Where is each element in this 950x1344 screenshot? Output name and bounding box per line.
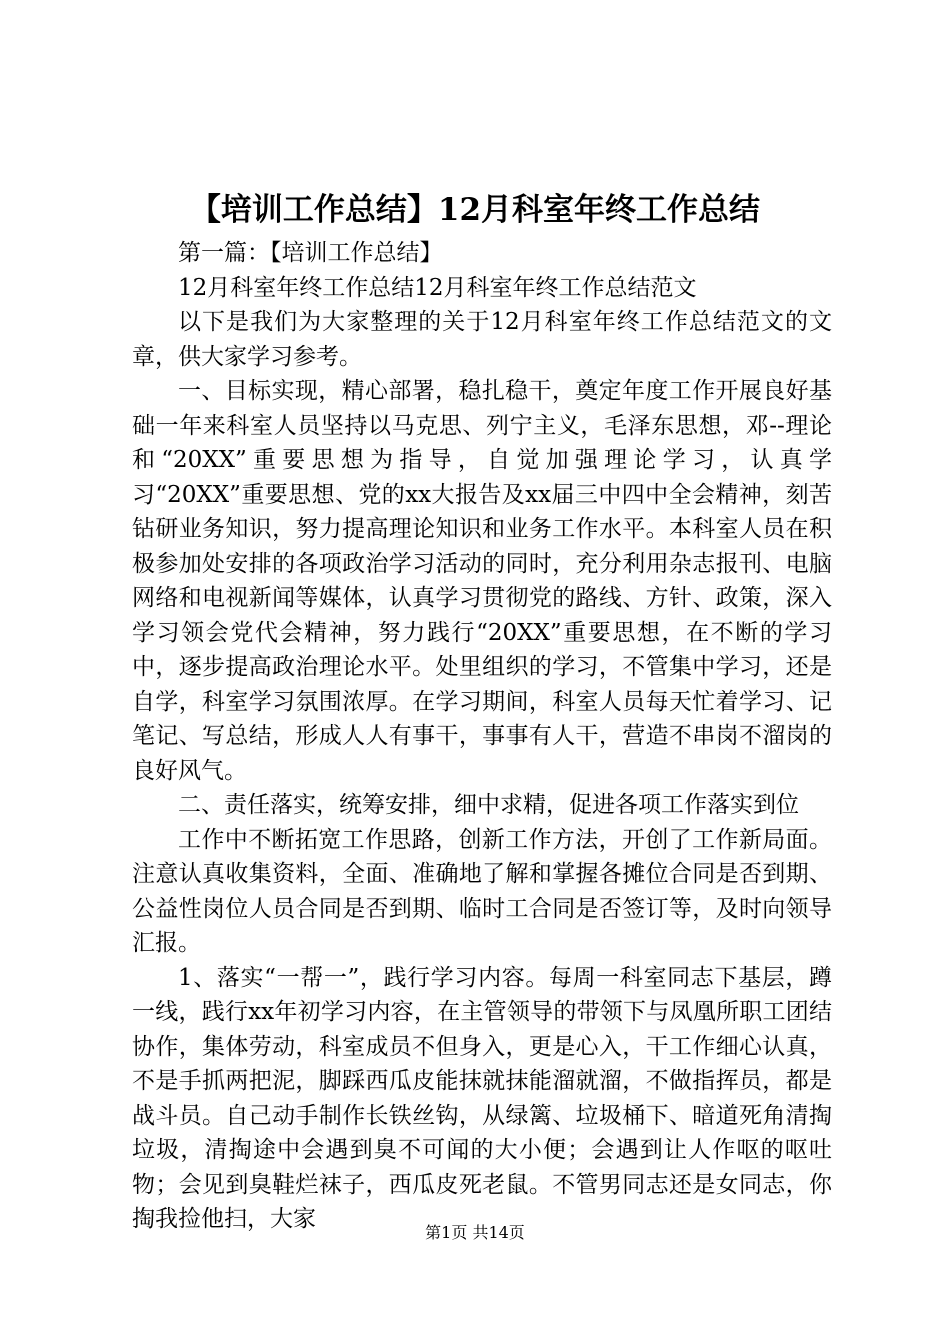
paragraph-one-help-one: 1、落实“一帮一”，践行学习内容。每周一科室同志下基层，蹲一线，践行xx年初学习内容，在主管领导的带领下与凤凰所职工团结协作，集体劳动，科室成员不但身入，更是心入，干工作细心认真，不是手抓两把泥，脚踩西瓜皮能抹就抹能溜就溜，不做指挥员，都是战斗员。自己动手制作长铁丝钩，从绿篱、垃圾桶下、暗道死角清掏垃圾，清掏途中会遇到臭不可闻的大小便；会遇到让人作呕的呕吐物；会见到臭鞋烂袜子，西瓜皮死老鼠。不管男同志还是女同志，你掏我捡他扫，大家 [132, 964, 832, 1232]
paragraph-work-methods: 工作中不断拓宽工作思路，创新工作方法，开创了工作新局面。注意认真收集资料，全面、准确地了解和掌握各摊位合同是否到期、公益性岗位人员合同是否到期、临时工合同是否签订等，及时向领导汇报。 [132, 826, 832, 956]
paragraph-goals: 一、目标实现，精心部署，稳扎稳干，奠定年度工作开展良好基础一年来科室人员坚持以马克思、列宁主义，毛泽东思想，邓--理论和“20XX”重要思想为指导，自觉加强理论学习，认真学习“20XX”重要思想、党的xx大报告及xx届三中四中全会精神，刻苦钻研业务知识，努力提高理论知识和业务工作水平。本科室人员在积极参加处安排的各项政治学习活动的同时，充分利用杂志报刊、电脑网络和电视新闻等媒体，认真学习贯彻党的路线、方针、政策，深入学习领会党代会精神，努力践行“20XX”重要思想，在不断的学习中，逐步提高政治理论水平。处里组织的学习，不管集中学习，还是自学，科室学习氛围浓厚。在学习期间，科室人员每天忙着学习、记笔记、写总结，形成人人有事干，事事有人干，营造不串岗不溜岗的良好风气。 [132, 378, 832, 784]
paragraph-subtitle: 12月科室年终工作总结12月科室年终工作总结范文 [178, 274, 697, 301]
document-title: 【培训工作总结】12月科室年终工作总结 [189, 192, 761, 228]
paragraph-section-heading: 第一篇：【培训工作总结】 [178, 240, 443, 266]
paragraph-responsibility-heading: 二、责任落实，统筹安排，细中求精，促进各项工作落实到位 [178, 792, 799, 818]
paragraph-intro: 以下是我们为大家整理的关于12月科室年终工作总结范文的文章，供大家学习参考。 [132, 309, 832, 370]
document-body [132, 236, 832, 1237]
page-number-footer: 第1页 共14页 [425, 1223, 525, 1242]
